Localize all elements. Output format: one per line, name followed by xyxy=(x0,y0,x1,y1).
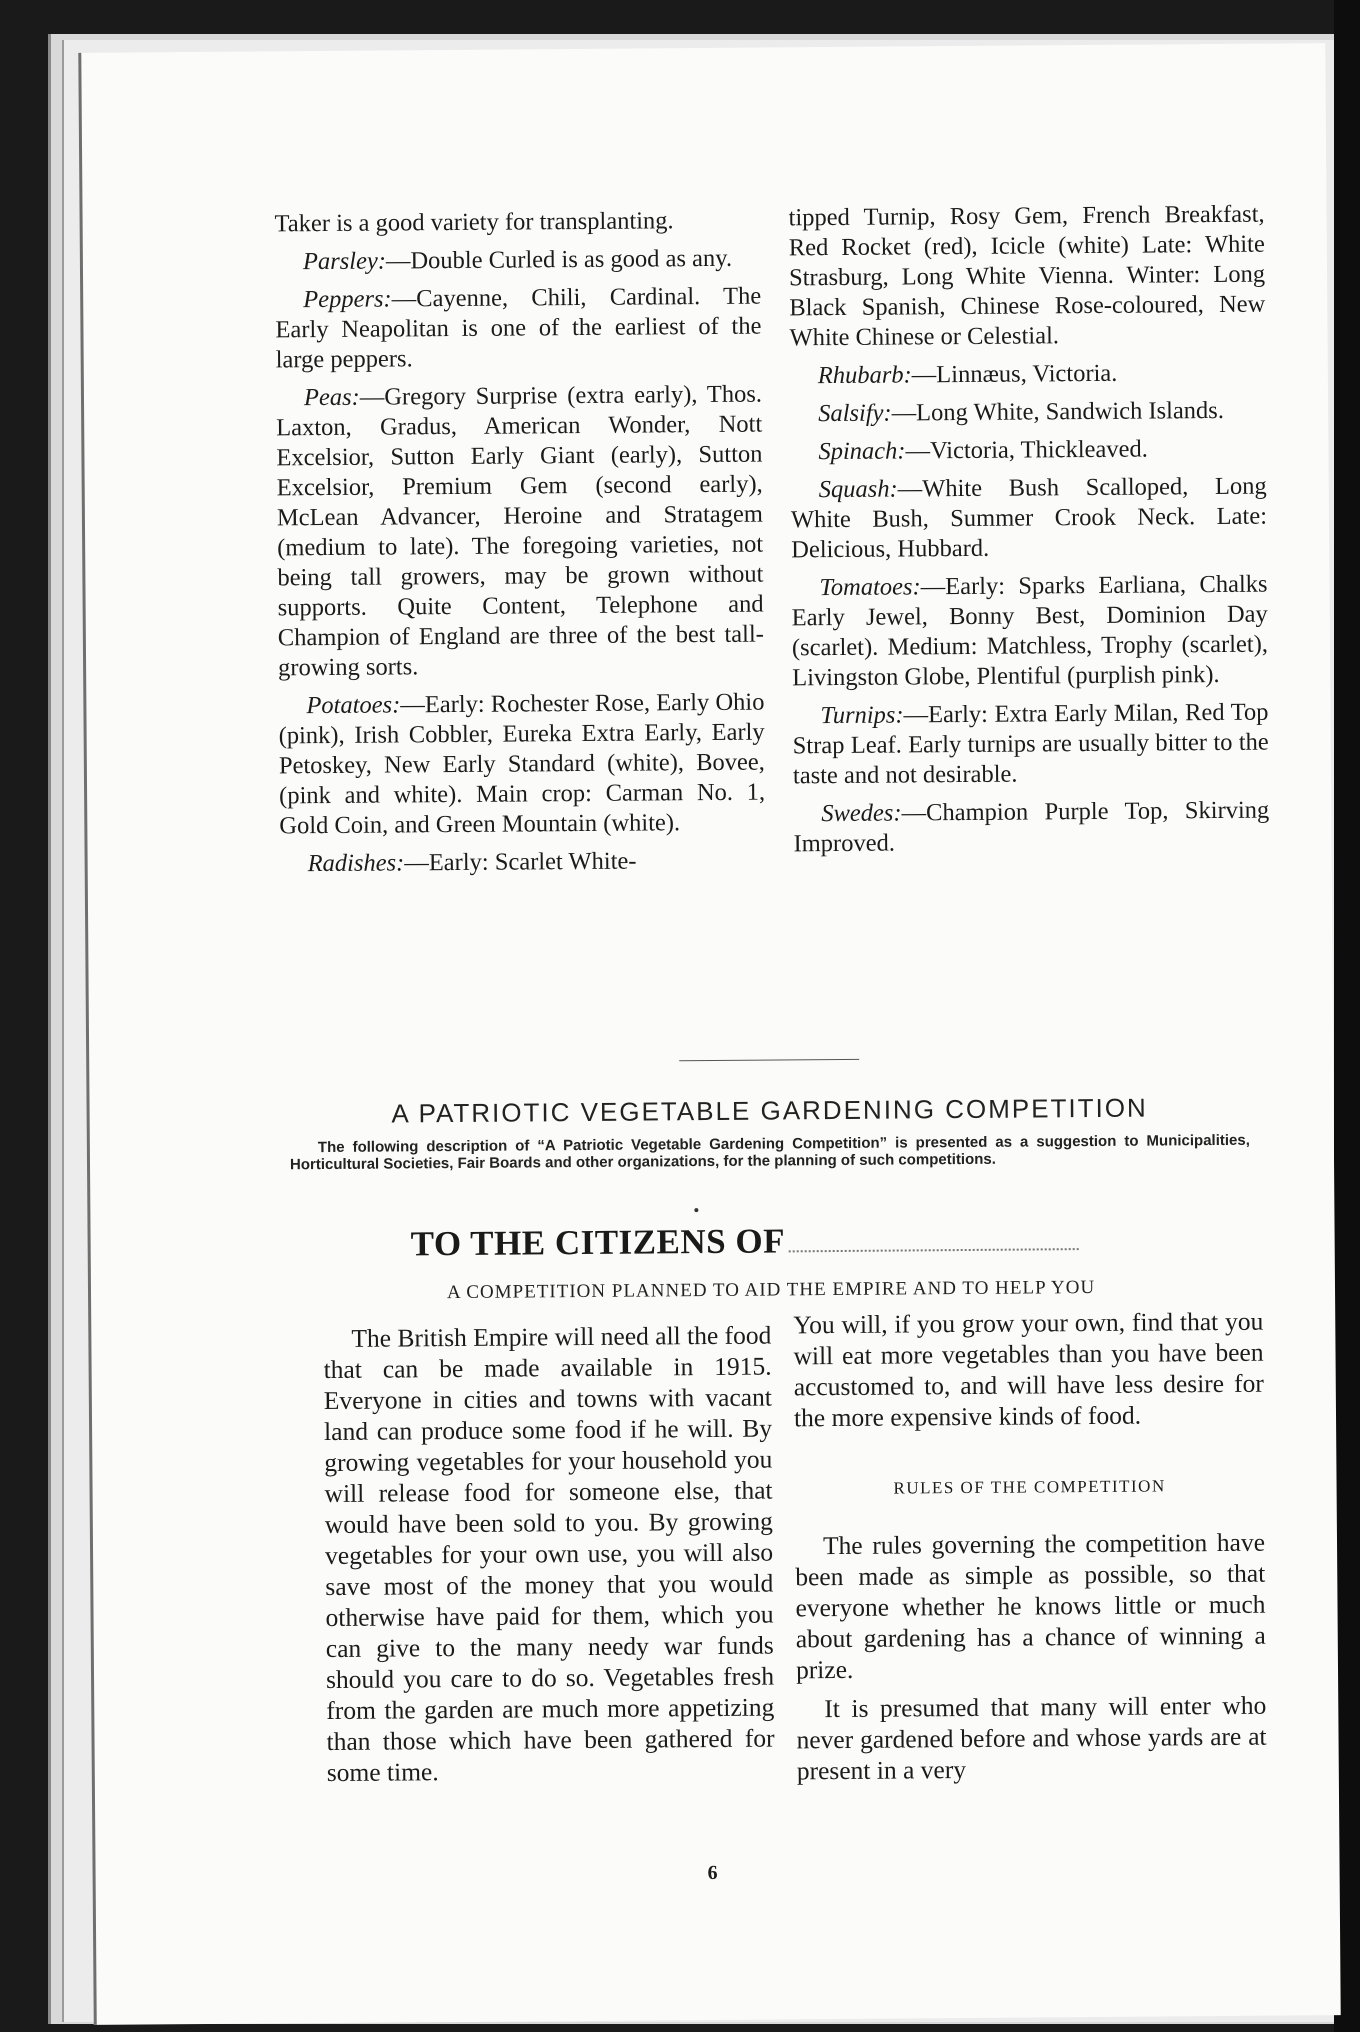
entry-tomatoes: Tomatoes:—Early: Sparks Earliana, Chalks Early Jewel, Bonny Best, Dominion Day (scarlet). Medium: Matchless, Trophy (scarlet), Livingston Globe, Plentiful (purplish pink). xyxy=(791,570,1269,692)
blank-fill-line xyxy=(789,1240,1079,1252)
competition-right-column xyxy=(793,1306,1267,1795)
right-column-vegetables xyxy=(788,200,1269,868)
entry-parsley: Parsley:—Double Curled is as good as any. xyxy=(302,244,733,276)
competition-subheading: A COMPETITION PLANNED TO AID THE EMPIRE AND TO HELP YOU xyxy=(446,1276,1096,1304)
entry-potatoes: Potatoes:—Early: Rochester Rose, Early Ohio (pink), Irish Cobbler, Eureka Extra Early, Early Petoskey, New Early Standard (white), Bovee, (pink and white). Main crop: Carman No. 1, Gold Coin, and Green Mountain (white). xyxy=(278,688,766,840)
paragraph: tipped Turnip, Rosy Gem, French Breakfast, Red Rocket (red), Icicle (white) Late: White Strasburg, Long White Vienna. Winter: Long Black Spanish, Chinese Rose-coloured, New White Chinese or Celestial. xyxy=(788,200,1266,352)
paragraph: Taker is a good variety for transplanting. xyxy=(274,207,674,238)
entry-spinach: Spinach:—Victoria, Thickleaved. xyxy=(818,435,1148,466)
competition-intro: The following description of “A Patriotic Vegetable Gardening Competition” is presented as a suggestion to Municipalities, Horticultural Societies, Fair Boards and other organizations, for the planning of such competitions. xyxy=(289,1131,1250,1174)
section-divider xyxy=(679,1059,859,1061)
paragraph: The British Empire will need all the food that can be made available in 1915. Everyone in cities and towns with vacant land can produce some food if he will. By growing vegetables for your household you will release food for someone else, that would have been sold to you. By growing vegetables for your own use, you will also save most of the money that you would otherwise have paid for them, which you can give to the many needy war funds should you care to do so. Vegetables fresh from the garden are much more appetizing than those which have been gathered for some time. xyxy=(323,1320,775,1788)
citizens-title: TO THE CITIZENS OF xyxy=(410,1219,1079,1264)
book-page xyxy=(78,43,1340,2025)
paragraph: The rules governing the competition have been made as simple as possible, so that everyone whether he knows little or much about gardening has a chance of winning a prize. xyxy=(795,1527,1266,1685)
entry-peppers: Peppers:—Cayenne, Chili, Cardinal. The Early Neapolitan is one of the earliest of the large peppers. xyxy=(275,282,762,374)
competition-heading: A PATRIOTIC VEGETABLE GARDENING COMPETITION xyxy=(391,1092,1148,1129)
entry-squash: Squash:—White Bush Scalloped, Long White Bush, Summer Crook Neck. Late: Delicious, Hubbard. xyxy=(790,472,1268,564)
page-number: 6 xyxy=(707,1861,718,1885)
rules-heading: RULES OF THE COMPETITION xyxy=(893,1476,1166,1498)
entry-radishes: Radishes:—Early: Scarlet White- xyxy=(307,847,637,878)
competition-left-column xyxy=(323,1320,775,1797)
entry-turnips: Turnips:—Early: Extra Early Milan, Red Top Strap Leaf. Early turnips are usually bitter to the taste and not desirable. xyxy=(792,698,1269,790)
entry-swedes: Swedes:—Champion Purple Top, Skirving Improved. xyxy=(793,796,1270,858)
ink-dot xyxy=(694,1208,698,1212)
paragraph: You will, if you grow your own, find that you will eat more vegetables than you have been accustomed to, and will have less desire for the more expensive kinds of food. xyxy=(793,1306,1264,1433)
paragraph: It is presumed that many will enter who never gardened before and whose yards are at present in a very xyxy=(796,1690,1267,1786)
entry-peas: Peas:—Gregory Surprise (extra early), Thos. Laxton, Gradus, American Wonder, Nott Excelsior, Sutton Early Giant (early), Sutton Excelsior, Premium Gem (second early), McLean Advancer, Heroine and Stratagem (medium to late). The foregoing varieties, not being tall growers, may be grown without supports. Quite Content, Telephone and Champion of England are three of the best tall-growing sorts. xyxy=(276,380,764,682)
left-column-vegetables xyxy=(275,206,766,888)
entry-rhubarb: Rhubarb:—Linnæus, Victoria. xyxy=(817,359,1118,390)
entry-salsify: Salsify:—Long White, Sandwich Islands. xyxy=(818,396,1225,428)
